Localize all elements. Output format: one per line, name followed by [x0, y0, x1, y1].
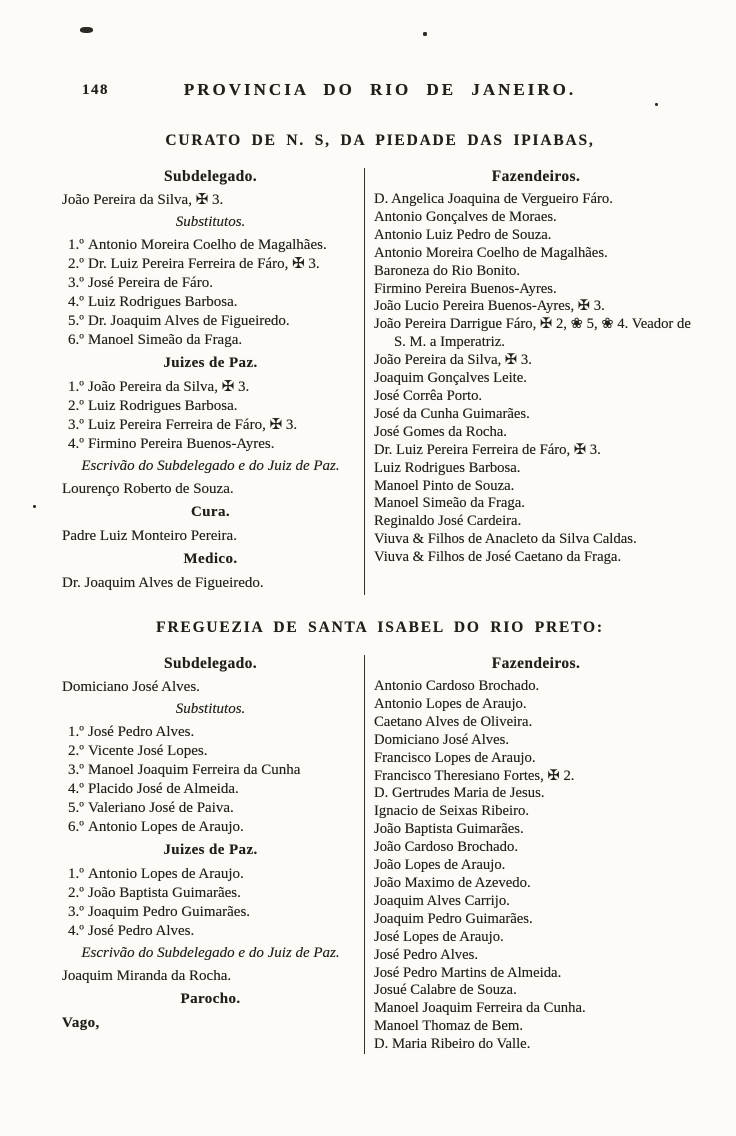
entry-line — [62, 865, 359, 884]
entry-text: Luiz Rodrigues Barbosa. — [88, 294, 238, 310]
entry-line — [62, 354, 359, 373]
officials-list — [62, 191, 359, 593]
fazendeiro-name: Joaquim Gonçalves Leite. — [374, 370, 527, 387]
scan-speck — [33, 505, 36, 508]
entry-line — [62, 903, 359, 922]
entry-text: Joaquim Pedro Guimarães. — [88, 904, 251, 920]
fazendeiro-name: Joaquim Alves Carrijo. — [374, 892, 510, 909]
fazendeiro-name: Antonio Cardoso Brochado. — [374, 678, 540, 694]
entry-line — [62, 191, 359, 210]
fazendeiro-name: José Pedro Martins de Almeida. — [374, 964, 562, 981]
fazendeiro-name: José Gomes da Rocha. — [374, 423, 507, 440]
fazendeiro-name: João Lopes de Araujo. — [374, 857, 506, 874]
entry-ordinal: 3.º — [68, 762, 84, 778]
fazendeiro-name: Caetano Alves de Oliveira. — [374, 713, 533, 730]
entry-text: Vago, — [62, 1015, 100, 1031]
entry-text: Cura. — [190, 504, 231, 520]
entry-line — [62, 884, 359, 903]
entry-line — [62, 378, 359, 397]
entry-text: João Pereira da Silva, ✠ 3. — [88, 379, 250, 395]
entry-text: João Baptista Guimarães. — [88, 885, 241, 901]
entry-line — [62, 723, 359, 742]
entry-ordinal: 2.º — [68, 885, 84, 901]
scan-speck — [80, 27, 93, 33]
entry-text: Luiz Rodrigues Barbosa. — [88, 398, 238, 414]
fazendeiro-name: João Lucio Pereira Buenos-Ayres, ✠ 3. — [374, 298, 605, 315]
entry-ordinal: 4.º — [68, 923, 84, 939]
fazendeiro-name: Manoel Joaquim Ferreira da Cunha. — [374, 1000, 586, 1017]
entry-ordinal: 2.º — [68, 256, 84, 272]
fazendeiro-name: D. Angelica Joaquina de Vergueiro Fáro. — [374, 191, 613, 207]
entry-line — [62, 255, 359, 274]
fazendeiros-list — [374, 678, 698, 1054]
entry-line — [62, 550, 359, 569]
entry-line — [62, 944, 359, 963]
entry-line — [62, 331, 359, 350]
scan-speck — [423, 32, 427, 36]
entry-ordinal: 4.º — [68, 294, 84, 310]
entry-line — [62, 1014, 359, 1033]
entry-line — [62, 397, 359, 416]
entry-ordinal: 6.º — [68, 332, 84, 348]
entry-text: Dr. Joaquim Alves de Figueiredo. — [88, 313, 290, 329]
running-header: PROVINCIA DO RIO DE JANEIRO. — [183, 80, 577, 99]
entry-line — [62, 416, 359, 435]
fazendeiro-name: D. Maria Ribeiro do Valle. — [374, 1036, 531, 1053]
entry-text: José Pereira de Fáro. — [88, 275, 213, 291]
entry-text: Valeriano José de Paiva. — [88, 800, 234, 816]
fazendeiro-name: João Maximo de Azevedo. — [374, 874, 531, 891]
entry-text: José Pedro Alves. — [88, 724, 195, 740]
fazendeiro-name: Baroneza do Rio Bonito. — [374, 262, 521, 279]
entry-line — [62, 236, 359, 255]
fazendeiro-name: Firmino Pereira Buenos-Ayres. — [374, 280, 557, 297]
two-column-layout — [62, 168, 698, 595]
entry-ordinal: 3.º — [68, 417, 84, 433]
entry-line — [62, 700, 359, 719]
entry-text: Joaquim Miranda da Rocha. — [62, 968, 232, 984]
entry-line — [62, 480, 359, 499]
section-title: CURATO DE N. S, DA PIEDADE DAS IPIABAS, — [165, 132, 595, 149]
entry-ordinal: 5.º — [68, 313, 84, 329]
entry-line — [62, 574, 359, 593]
entry-text: Antonio Lopes de Araujo. — [88, 819, 244, 835]
entry-text: Juizes de Paz. — [163, 842, 258, 858]
entry-line — [62, 799, 359, 818]
entry-ordinal: 1.º — [68, 379, 84, 395]
entry-text: Juizes de Paz. — [163, 355, 258, 371]
fazendeiros-list — [374, 191, 698, 567]
entry-ordinal: 4.º — [68, 436, 84, 452]
officials-column-heading: Subdelegado. — [163, 655, 258, 672]
entry-ordinal: 4.º — [68, 781, 84, 797]
entry-text: Dr. Joaquim Alves de Figueiredo. — [62, 575, 264, 591]
entry-line — [62, 312, 359, 331]
entry-ordinal: 6.º — [68, 819, 84, 835]
fazendeiro-name: Joaquim Pedro Guimarães. — [374, 910, 533, 927]
fazendeiro-name: D. Gertrudes Maria de Jesus. — [374, 785, 545, 802]
fazendeiro-name: João Pereira da Silva, ✠ 3. — [374, 352, 532, 369]
fazendeiros-column-heading: Fazendeiros. — [491, 168, 581, 185]
fazendeiro-name: Francisco Theresiano Fortes, ✠ 2. — [374, 767, 575, 784]
entry-text: Manoel Joaquim Ferreira da Cunha — [88, 762, 301, 778]
fazendeiro-name: Reginaldo José Cardeira. — [374, 513, 522, 530]
entry-text: Manoel Simeão da Fraga. — [88, 332, 243, 348]
entry-ordinal: 3.º — [68, 904, 84, 920]
fazendeiro-name: José da Cunha Guimarães. — [374, 405, 530, 422]
entry-line — [62, 761, 359, 780]
entry-line — [62, 213, 359, 232]
entry-text: Escrivão do Subdelegado e do Juiz de Paz. — [81, 945, 340, 961]
section-curato-ipiabas — [62, 132, 698, 595]
entry-text: João Pereira da Silva, ✠ 3. — [62, 192, 224, 208]
entry-text: Substitutos. — [175, 214, 246, 230]
fazendeiro-name: Manoel Thomaz de Bem. — [374, 1018, 524, 1035]
entry-text: Placido José de Almeida. — [88, 781, 239, 797]
entry-line — [62, 457, 359, 476]
fazendeiro-name: Dr. Luiz Pereira Ferreira de Fáro, ✠ 3. — [374, 441, 601, 458]
entry-line — [62, 742, 359, 761]
fazendeiro-name: Luiz Rodrigues Barbosa. — [374, 459, 521, 476]
page-header — [62, 80, 698, 104]
entry-line — [62, 678, 359, 697]
entry-ordinal: 1.º — [68, 237, 84, 253]
entry-line — [62, 293, 359, 312]
fazendeiro-name: Antonio Lopes de Araujo. — [374, 695, 527, 712]
entry-ordinal: 2.º — [68, 743, 84, 759]
section-freguezia-santa-isabel — [62, 619, 698, 1054]
entry-text: Domiciano José Alves. — [62, 679, 200, 695]
entry-text: Medico. — [183, 551, 238, 567]
entry-text: Dr. Luiz Pereira Ferreira de Fáro, ✠ 3. — [88, 256, 320, 272]
fazendeiro-name: Viuva & Filhos de Anacleto da Silva Caldas. — [374, 531, 637, 548]
fazendeiro-name: João Cardoso Brochado. — [374, 839, 518, 856]
fazendeiro-name: José Lopes de Araujo. — [374, 928, 504, 945]
fazendeiro-name: Ignacio de Seixas Ribeiro. — [374, 803, 529, 820]
entry-text: Padre Luiz Monteiro Pereira. — [62, 528, 237, 544]
two-column-layout — [62, 655, 698, 1054]
entry-text: Parocho. — [180, 991, 241, 1007]
fazendeiro-name: João Pereira Darrigue Fáro, ✠ 2, ❀ 5, ❀ 4. Veador de S. M. a Imperatriz. — [374, 316, 691, 351]
officials-column — [62, 655, 364, 1054]
entry-text: Substitutos. — [175, 701, 246, 717]
entry-text: Firmino Pereira Buenos-Ayres. — [88, 436, 275, 452]
fazendeiro-name: Francisco Lopes de Araujo. — [374, 749, 536, 766]
entry-line — [62, 527, 359, 546]
fazendeiro-name: Antonio Luiz Pedro de Souza. — [374, 226, 552, 243]
entry-line — [62, 435, 359, 454]
fazendeiro-name: Josué Calabre de Souza. — [374, 982, 517, 999]
fazendeiro-name: Viuva & Filhos de José Caetano da Fraga. — [374, 549, 622, 566]
fazendeiro-name: João Baptista Guimarães. — [374, 821, 524, 838]
fazendeiro-name: Antonio Gonçalves de Moraes. — [374, 208, 557, 225]
fazendeiro-name: Manoel Pinto de Souza. — [374, 477, 515, 494]
fazendeiros-column-heading: Fazendeiros. — [491, 655, 581, 672]
entry-ordinal: 5.º — [68, 800, 84, 816]
fazendeiro-name: José Corrêa Porto. — [374, 387, 483, 404]
officials-column — [62, 168, 364, 595]
entry-text: Antonio Moreira Coelho de Magalhães. — [88, 237, 327, 253]
entry-line — [62, 780, 359, 799]
entry-line — [62, 922, 359, 941]
fazendeiros-column — [364, 655, 698, 1054]
officials-column-heading: Subdelegado. — [163, 168, 258, 185]
entry-text: Lourenço Roberto de Souza. — [62, 481, 234, 497]
entry-line — [62, 818, 359, 837]
entry-line — [62, 841, 359, 860]
entry-ordinal: 1.º — [68, 724, 84, 740]
fazendeiro-name: Manoel Simeão da Fraga. — [374, 495, 525, 512]
fazendeiro-name: José Pedro Alves. — [374, 946, 479, 963]
entry-ordinal: 1.º — [68, 866, 84, 882]
entry-text: Luiz Pereira Ferreira de Fáro, ✠ 3. — [88, 417, 298, 433]
entry-ordinal: 3.º — [68, 275, 84, 291]
entry-text: Escrivão do Subdelegado e do Juiz de Paz. — [81, 458, 340, 474]
entry-line — [62, 503, 359, 522]
entry-text: José Pedro Alves. — [88, 923, 195, 939]
fazendeiros-column — [364, 168, 698, 595]
entry-line — [62, 990, 359, 1009]
entry-text: Vicente José Lopes. — [88, 743, 208, 759]
entry-ordinal: 2.º — [68, 398, 84, 414]
entry-line — [62, 967, 359, 986]
page-number: 148 — [82, 82, 109, 98]
fazendeiro-name: Domiciano José Alves. — [374, 731, 510, 748]
entry-text: Antonio Lopes de Araujo. — [88, 866, 244, 882]
fazendeiro-name: Antonio Moreira Coelho de Magalhães. — [374, 244, 608, 261]
officials-list — [62, 678, 359, 1033]
entry-line — [62, 274, 359, 293]
section-title: FREGUEZIA DE SANTA ISABEL DO RIO PRETO: — [156, 619, 604, 636]
